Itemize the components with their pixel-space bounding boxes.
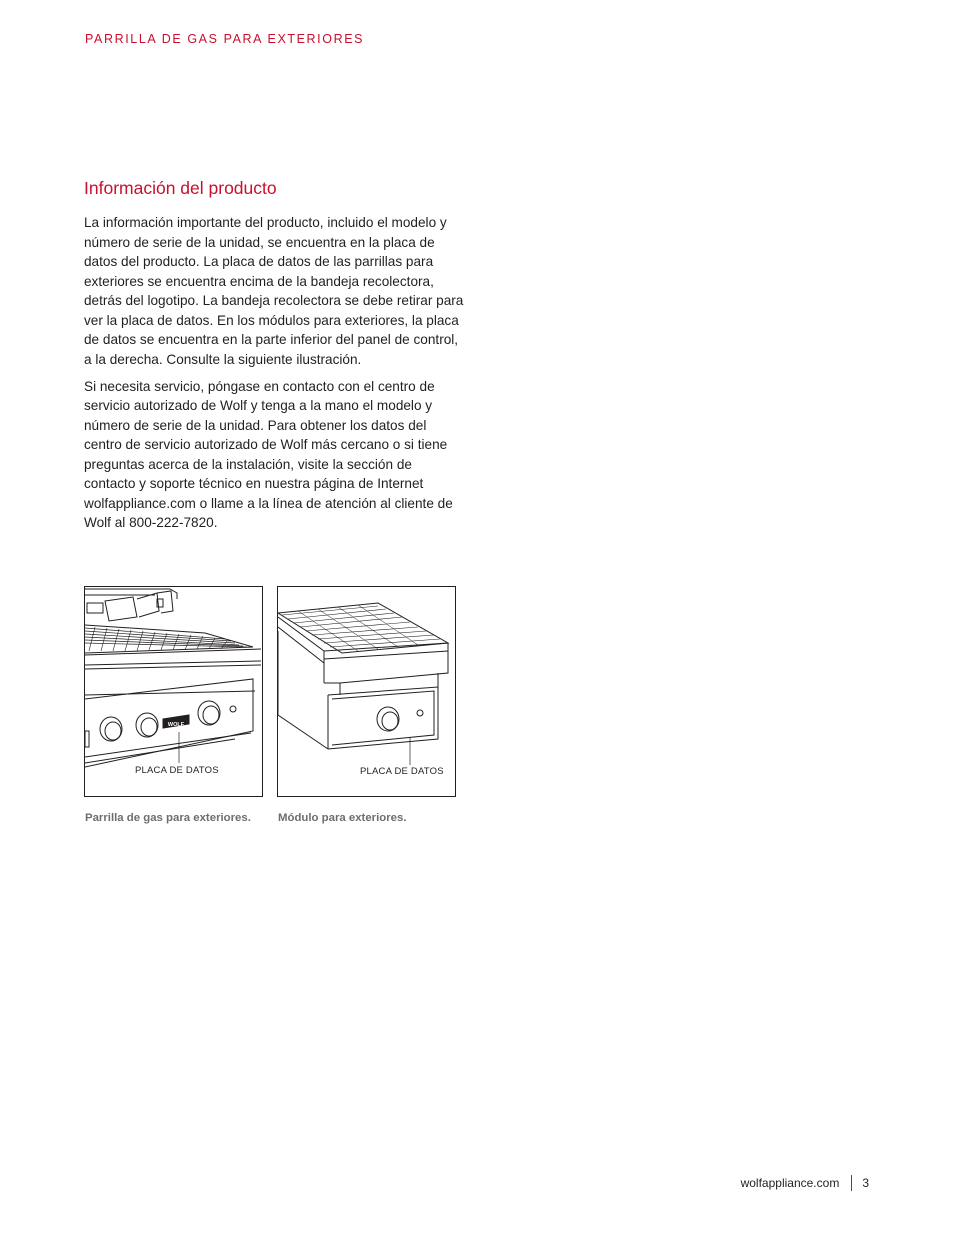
body-text	[84, 213, 466, 540]
module-drawing	[278, 587, 455, 796]
data-plate-callout: PLACA DE DATOS	[360, 766, 444, 777]
data-plate-callout: PLACA DE DATOS	[135, 765, 219, 776]
grill-illustration	[84, 586, 263, 797]
section-title: Información del producto	[84, 178, 277, 198]
footer-website: wolfappliance.com	[740, 1176, 840, 1190]
footer-divider	[851, 1175, 852, 1191]
figure-caption-module: Módulo para exteriores.	[278, 812, 407, 824]
page-footer	[741, 1175, 869, 1191]
module-illustration	[277, 586, 456, 797]
running-title: PARRILLA DE GAS PARA EXTERIORES	[85, 32, 365, 46]
page-number: 3	[862, 1176, 869, 1190]
paragraph-service: Si necesita servicio, póngase en contacto con el centro de servicio autorizado de Wolf y tenga a la mano el modelo y número de serie de la unidad. Para obtener los datos del centro de servicio autorizado de Wolf más cercano o si tiene preguntas acerca de la instalación, visite la sección de contacto y soporte técnico en nuestra página de Internet wolfappliance.com o llame a la línea de atención al cliente de Wolf al 800-222-7820.	[84, 378, 453, 530]
figure-caption-grill: Parrilla de gas para exteriores.	[85, 812, 251, 824]
wolf-logo-text: WOLF	[167, 722, 185, 728]
paragraph-product-info: La información importante del producto, incluido el modelo y número de serie de la unidad, se encuentra en la placa de datos del producto. La placa de datos de las parrillas para exteriores se encuentra encima de la bandeja recolectora, detrás del logotipo. La bandeja recolectora se debe retirar para ver la placa de datos. En los módulos para exteriores, la placa de datos se encuentra en la parte inferior del panel de control, a la derecha. Consulte la siguiente ilustración.	[84, 215, 464, 367]
